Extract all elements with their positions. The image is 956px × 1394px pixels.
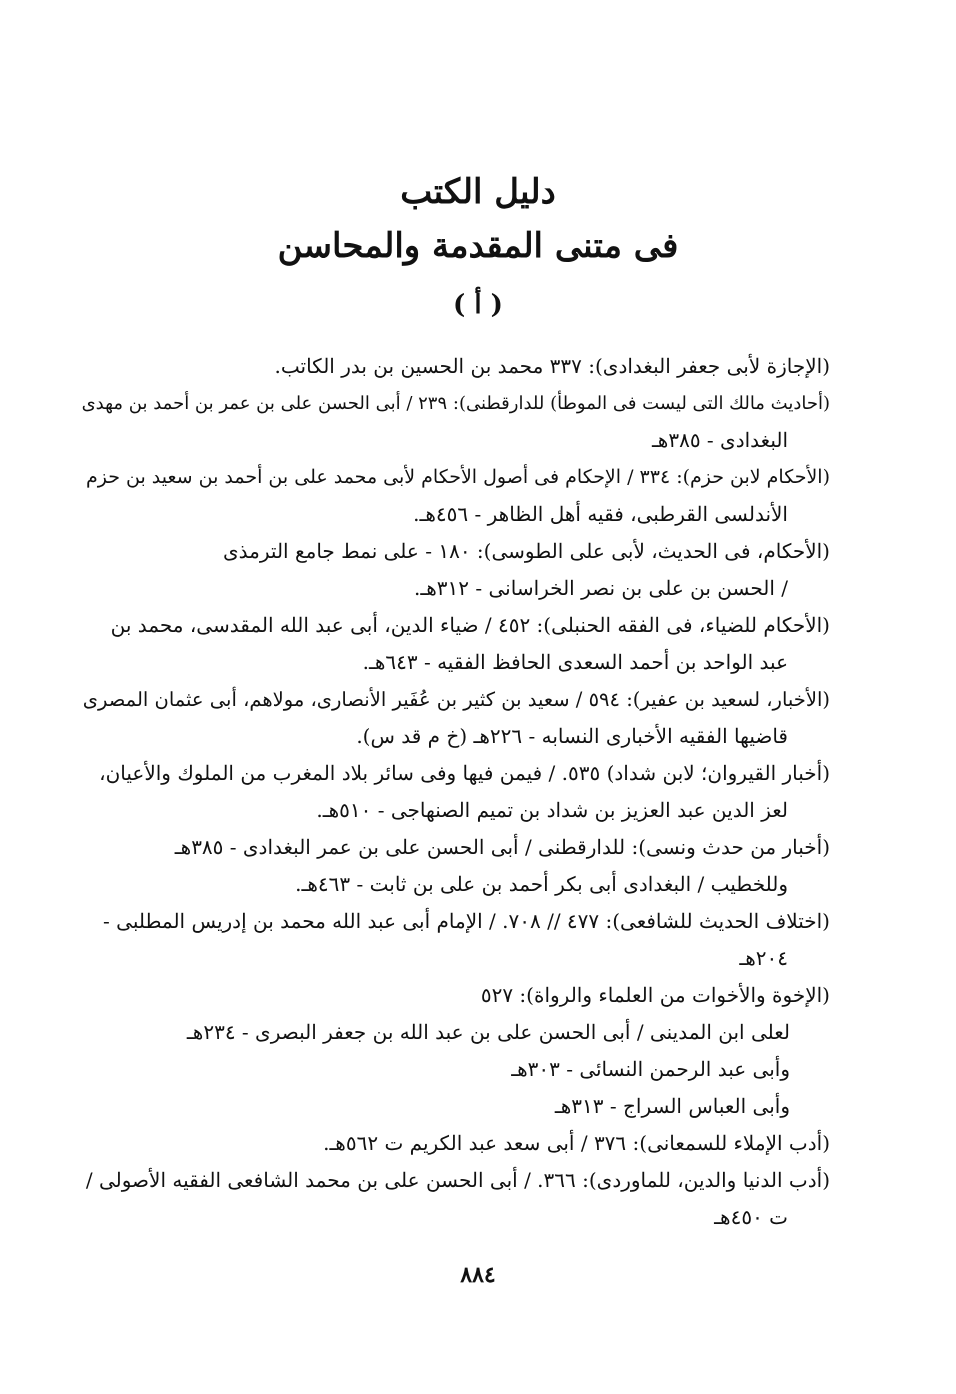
page-number: ٨٨٤ xyxy=(460,1262,496,1288)
entry-line: (أدب الإملاء للسمعانى): ٣٧٦ / أبى سعد عبد الكريم ت ٥٦٢هـ. xyxy=(323,1131,830,1155)
subentry-line: لعلى ابن المدينى / أبى الحسن على بن عبد الله بن جعفر البصرى - ٢٣٤هـ xyxy=(186,1020,790,1044)
index-entry xyxy=(78,385,830,459)
title-block xyxy=(0,168,956,270)
entry-line-continued: ت ٤٥٠هـ xyxy=(714,1205,788,1229)
entry-line-continued: وللخطيب / البغدادى أبى بكر أحمد بن على بن ثابت - ٤٦٣هـ. xyxy=(295,872,788,896)
page-title: دليل الكتب xyxy=(400,172,556,212)
entry-line: (الإجازة لأبى جعفر البغدادى): ٣٣٧ محمد بن الحسين بن بدر الكاتب. xyxy=(274,354,830,378)
entry-line: (أدب الدنيا والدين، للماوردى): ٣٦٦. / أبى الحسن على بن محمد الشافعى الفقيه الأصولى / xyxy=(85,1168,830,1192)
subentry-line: وأبى عبد الرحمن النسائى - ٣٠٣هـ xyxy=(511,1057,790,1081)
index-entry xyxy=(78,459,830,533)
page-subtitle: فى متنى المقدمة والمحاسن xyxy=(277,226,679,266)
index-entry xyxy=(78,348,830,385)
entry-line: (الأحكام للضياء، فى الفقه الحنبلى): ٤٥٢ / ضياء الدين، أبى عبد الله المقدسى، محمد بن xyxy=(110,613,830,637)
index-subentries xyxy=(78,1014,830,1125)
entry-line-continued: الأندلسى القرطبى، فقيه أهل الظاهر - ٤٥٦هـ. xyxy=(413,502,788,526)
entry-line-continued: ٢٠٤هـ xyxy=(739,946,788,970)
index-entry xyxy=(78,1162,830,1236)
index-entry xyxy=(78,829,830,903)
index-entry xyxy=(78,533,830,607)
entry-line: (الأحكام لابن حزم): ٣٣٤ / الإحكام فى أصول الأحكام لأبى محمد على بن أحمد بن سعيد بن حزم xyxy=(85,466,830,488)
entry-line-continued: لعز الدين عبد العزيز بن شداد بن تميم الصنهاجى - ٥١٠هـ. xyxy=(316,798,788,822)
entry-line-continued: عبد الواحد بن أحمد السعدى الحافظ الفقيه - ٦٤٣هـ. xyxy=(362,650,788,674)
entry-line-continued: قاضيها الفقيه الأخبارى النسابه - ٢٢٦هـ (خ م قد س). xyxy=(356,724,788,748)
index-entry xyxy=(78,977,830,1014)
entry-line: (الإخوة والأخوات من العلماء والرواة): ٥٢٧ xyxy=(480,983,830,1007)
index-entry xyxy=(78,755,830,829)
entry-line: (اختلاف الحديث للشافعى): ٤٧٧ // ٧٠٨. / الإمام أبى عبد الله محمد بن إدريس المطلبى - xyxy=(103,909,830,933)
entry-line-continued: البغدادى - ٣٨٥هـ xyxy=(651,428,788,452)
index-entries xyxy=(78,348,830,1236)
index-entry xyxy=(78,681,830,755)
index-entry xyxy=(78,903,830,977)
section-heading: ( أ ) xyxy=(453,290,503,320)
entry-line: (أخبار القيروان؛ لابن شداد) ٥٣٥. / فيمن فيها وفى سائر بلاد المغرب من الملوك والأعيان، xyxy=(99,761,830,785)
entry-line: (الأخبار، لسعيد بن عفير): ٥٩٤ / سعيد بن كثير بن عُفَير الأنصارى، مولاهم، أبى عثمان المصرى xyxy=(82,688,830,711)
entry-line: (الأحكام، فى الحديث، لأبى على الطوسى): ١٨٠ - على نمط جامع الترمذى xyxy=(223,539,830,563)
index-entry xyxy=(78,1125,830,1162)
entry-line: (أحاديث مالك التى ليست فى الموطأ) للدارقطنى): ٢٣٩ / أبى الحسن على بن عمر بن أحمد بن مهدى xyxy=(81,393,830,414)
index-entry xyxy=(78,607,830,681)
entry-line: (أخبار من حدث ونسى): للدارقطنى / أبى الحسن على بن عمر البغدادى - ٣٨٥هـ xyxy=(174,835,830,859)
entry-line-continued: / الحسن بن على بن نصر الخراسانى - ٣١٢هـ. xyxy=(414,576,788,600)
subentry-line: وأبى العباس السراج - ٣١٣هـ xyxy=(554,1094,790,1118)
